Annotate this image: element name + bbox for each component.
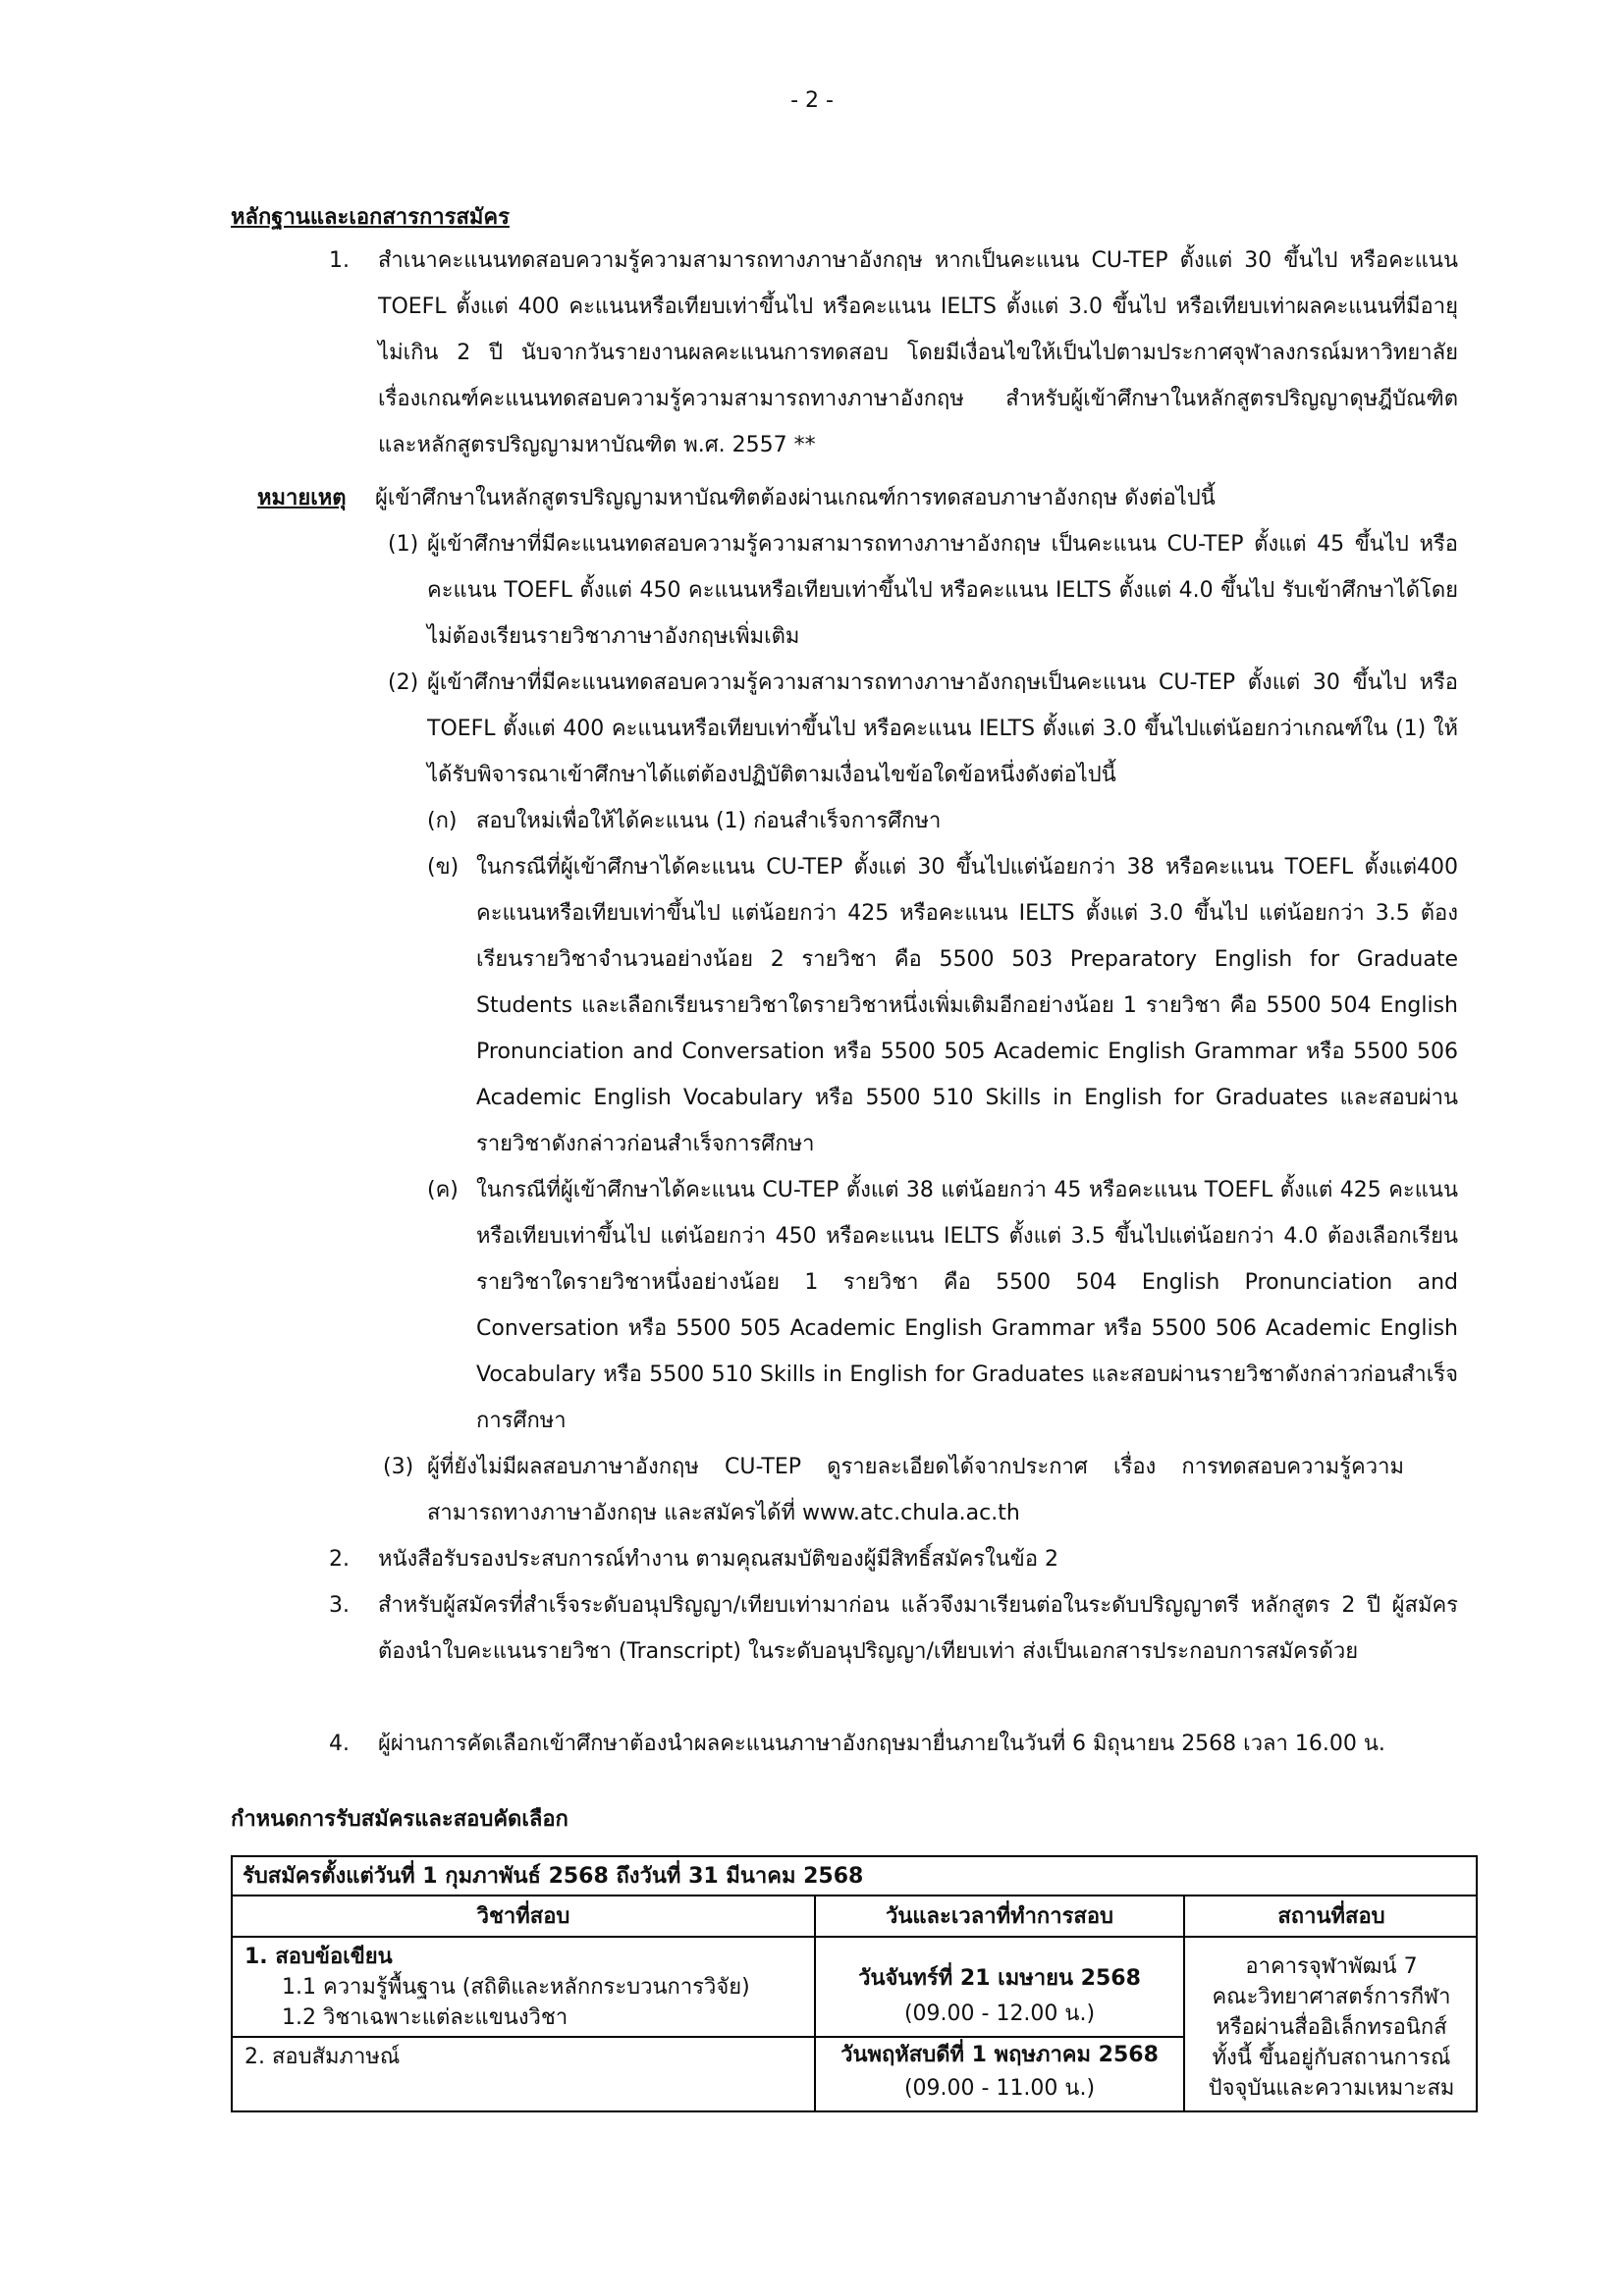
- note-sub-2-text: ผู้เข้าศึกษาที่มีคะแนนทดสอบความรู้ความสามารถทางภาษาอังกฤษเป็นคะแนน CU-TEP ตั้งแต่ 30 ขึ้นไป หรือ TOEFL ตั้งแต่ 400 คะแนนหรือเทียบเท่าขึ้นไป หรือคะแนน IELTS ตั้งแต่ 3.0 ขึ้นไปแต่น้อยกว่าเกณฑ์ใน (1) ให้ได้รับพิจารณาเข้าศึกษาได้แต่ต้องปฏิบัติตามเงื่อนไขข้อใดข้อหนึ่งดังต่อไปนี้: [427, 670, 1458, 787]
- note-sub-2-a-text: สอบใหม่เพื่อให้ได้คะแนน (1) ก่อนสำเร็จการศึกษา: [476, 809, 942, 833]
- note-sub-3: [383, 1444, 1404, 1536]
- item-1-number: 1.: [329, 248, 350, 273]
- item-3: [329, 1582, 1458, 1675]
- venue-line-1: อาคารจุฬาพัฒน์ 7: [1245, 1954, 1418, 1979]
- column-header-subject: วิชาที่สอบ: [233, 1896, 814, 1938]
- note-text: ผู้เข้าศึกษาในหลักสูตรปริญญามหาบัณฑิตต้องผ่านเกณฑ์การทดสอบภาษาอังกฤษ ดังต่อไปนี้: [375, 486, 1216, 510]
- note-sub-2-c-number: (ค): [427, 1178, 459, 1202]
- written-exam-label: 1. สอบข้อเขียน: [244, 1945, 393, 1969]
- schedule-title: กำหนดการรับสมัครและสอบคัดเลือก: [231, 1807, 568, 1832]
- note-sub-1: [388, 521, 1458, 660]
- written-exam-date: วันจันทร์ที่ 21 เมษายน 2568: [858, 1966, 1141, 1991]
- venue-line-2: คณะวิทยาศาสตร์การกีฬา: [1212, 1985, 1451, 2009]
- interview-time: (09.00 - 11.00 น.): [903, 2076, 1096, 2101]
- schedule-table: [231, 1855, 1478, 2112]
- written-exam-time: (09.00 - 12.00 น.): [903, 2002, 1096, 2026]
- venue-line-3: หรือผ่านสื่ออิเล็กทรอนิกส์: [1216, 2015, 1447, 2040]
- note-sub-2-c-text: ในกรณีที่ผู้เข้าศึกษาได้คะแนน CU-TEP ตั้งแต่ 38 แต่น้อยกว่า 45 หรือคะแนน TOEFL ตั้งแต่ 425 คะแนน หรือเทียบเท่าขึ้นไป แต่น้อยกว่า 450 หรือคะแนน IELTS ตั้งแต่ 3.5 ขึ้นไปแต่น้อยกว่า 4.0 ต้องเลือกเรียนรายวิชาใดรายวิชาหนึ่งอย่างน้อย 1 รายวิชา คือ 5500 504 English Pronunciation and Conversation หรือ 5500 505 Academic English Grammar หรือ 5500 506 Academic English Vocabulary หรือ 5500 510 Skills in English for Graduates และสอบผ่านรายวิชาดังกล่าวก่อนสำเร็จการศึกษา: [476, 1178, 1458, 1433]
- item-3-number: 3.: [329, 1593, 350, 1618]
- page-number: - 2 -: [790, 88, 834, 113]
- item-2-number: 2.: [329, 1547, 350, 1572]
- item-4-number: 4.: [329, 1732, 350, 1756]
- note-sub-2-b-number: (ข): [427, 855, 460, 880]
- note-sub-1-number: (1): [388, 532, 419, 557]
- note-sub-2-c: [427, 1167, 1458, 1444]
- item-3-text: สำหรับผู้สมัครที่สำเร็จระดับอนุปริญญา/เทียบเท่ามาก่อน แล้วจึงมาเรียนต่อในระดับปริญญาตรี หลักสูตร 2 ปี ผู้สมัครต้องนำใบคะแนนรายวิชา (Transcript) ในระดับอนุปริญญา/เทียบเท่า ส่งเป็นเอกสารประกอบการสมัครด้วย: [378, 1593, 1458, 1664]
- note-sub-2: [388, 660, 1458, 798]
- note-sub-3-number: (3): [383, 1455, 414, 1479]
- written-exam-subject-1: 1.1 ความรู้พื้นฐาน (สถิติและหลักกระบวนการวิจัย): [282, 1975, 750, 2000]
- note-sub-2-b: [427, 844, 1458, 1167]
- column-header-datetime: วันและเวลาที่ทำการสอบ: [816, 1896, 1183, 1938]
- section-title: หลักฐานและเอกสารการสมัคร: [231, 205, 510, 230]
- item-4: [329, 1721, 1468, 1767]
- note-sub-1-text: ผู้เข้าศึกษาที่มีคะแนนทดสอบความรู้ความสามารถทางภาษาอังกฤษ เป็นคะแนน CU-TEP ตั้งแต่ 45 ขึ้นไป หรือคะแนน TOEFL ตั้งแต่ 450 คะแนนหรือเทียบเท่าขึ้นไป หรือคะแนน IELTS ตั้งแต่ 4.0 ขึ้นไป รับเข้าศึกษาได้โดยไม่ต้องเรียนรายวิชาภาษาอังกฤษเพิ่มเติม: [427, 532, 1458, 649]
- venue-line-5: ปัจจุบันและความเหมาะสม: [1208, 2076, 1455, 2101]
- written-exam-subject-2: 1.2 วิชาเฉพาะแต่ละแขนงวิชา: [282, 2005, 568, 2030]
- note: [257, 475, 1465, 521]
- note-sub-2-number: (2): [388, 670, 419, 695]
- column-header-venue: สถานที่สอบ: [1185, 1896, 1478, 1938]
- note-label: หมายเหตุ: [257, 486, 347, 510]
- item-2: [329, 1536, 1458, 1582]
- table-header: รับสมัครตั้งแต่วันที่ 1 กุมภาพันธ์ 2568 ถึงวันที่ 31 มีนาคม 2568: [233, 1857, 1476, 1896]
- item-1-text: สำเนาคะแนนทดสอบความรู้ความสามารถทางภาษาอังกฤษ หากเป็นคะแนน CU-TEP ตั้งแต่ 30 ขึ้นไป หรือคะแนน TOEFL ตั้งแต่ 400 คะแนนหรือเทียบเท่าขึ้นไป หรือคะแนน IELTS ตั้งแต่ 3.0 ขึ้นไป หรือเทียบเท่าผลคะแนนที่มีอายุไม่เกิน 2 ปี นับจากวันรายงานผลคะแนนการทดสอบ โดยมีเงื่อนไขให้เป็นไปตามประกาศจุฬาลงกรณ์มหาวิทยาลัย เรื่องเกณฑ์คะแนนทดสอบความรู้ความสามารถทางภาษาอังกฤษ สำหรับผู้เข้าศึกษาในหลักสูตรปริญญาดุษฎีบัณฑิต และหลักสูตรปริญญามหาบัณฑิต พ.ศ. 2557 **: [378, 248, 1458, 457]
- interview-date: วันพฤหัสบดีที่ 1 พฤษภาคม 2568: [840, 2043, 1159, 2067]
- item-4-text: ผู้ผ่านการคัดเลือกเข้าศึกษาต้องนำผลคะแนนภาษาอังกฤษมายื่นภายในวันที่ 6 มิถุนายน 2568 เวลา 16.00 น.: [378, 1732, 1385, 1756]
- venue-line-4: ทั้งนี้ ขึ้นอยู่กับสถานการณ์: [1212, 2046, 1451, 2070]
- note-sub-2-b-text: ในกรณีที่ผู้เข้าศึกษาได้คะแนน CU-TEP ตั้งแต่ 30 ขึ้นไปแต่น้อยกว่า 38 หรือคะแนน TOEFL ตั้งแต่400 คะแนนหรือเทียบเท่าขึ้นไป แต่น้อยกว่า 425 หรือคะแนน IELTS ตั้งแต่ 3.0 ขึ้นไป แต่น้อยกว่า 3.5 ต้องเรียนรายวิชาจำนวนอย่างน้อย 2 รายวิชา คือ 5500 503 Preparatory English for Graduate Students และเลือกเรียนรายวิชาใดรายวิชาหนึ่งเพิ่มเติมอีกอย่างน้อย 1 รายวิชา คือ 5500 504 English Pronunciation and Conversation หรือ 5500 505 Academic English Grammar หรือ 5500 506 Academic English Vocabulary หรือ 5500 510 Skills in English for Graduates และสอบผ่านรายวิชาดังกล่าวก่อนสำเร็จการศึกษา: [476, 855, 1458, 1156]
- note-sub-2-a-number: (ก): [427, 809, 458, 833]
- note-sub-2-a: [427, 798, 1458, 844]
- interview-label: 2. สอบสัมภาษณ์: [244, 2045, 401, 2069]
- item-1: [329, 238, 1458, 468]
- note-sub-3-text: ผู้ที่ยังไม่มีผลสอบภาษาอังกฤษ CU-TEP ดูรายละเอียดได้จากประกาศ เรื่อง การทดสอบความรู้ความสามารถทางภาษาอังกฤษ และสมัครได้ที่ www.atc.chula.ac.th: [427, 1455, 1404, 1525]
- item-2-text: หนังสือรับรองประสบการณ์ทำงาน ตามคุณสมบัติของผู้มีสิทธิ์สมัครในข้อ 2: [378, 1547, 1059, 1572]
